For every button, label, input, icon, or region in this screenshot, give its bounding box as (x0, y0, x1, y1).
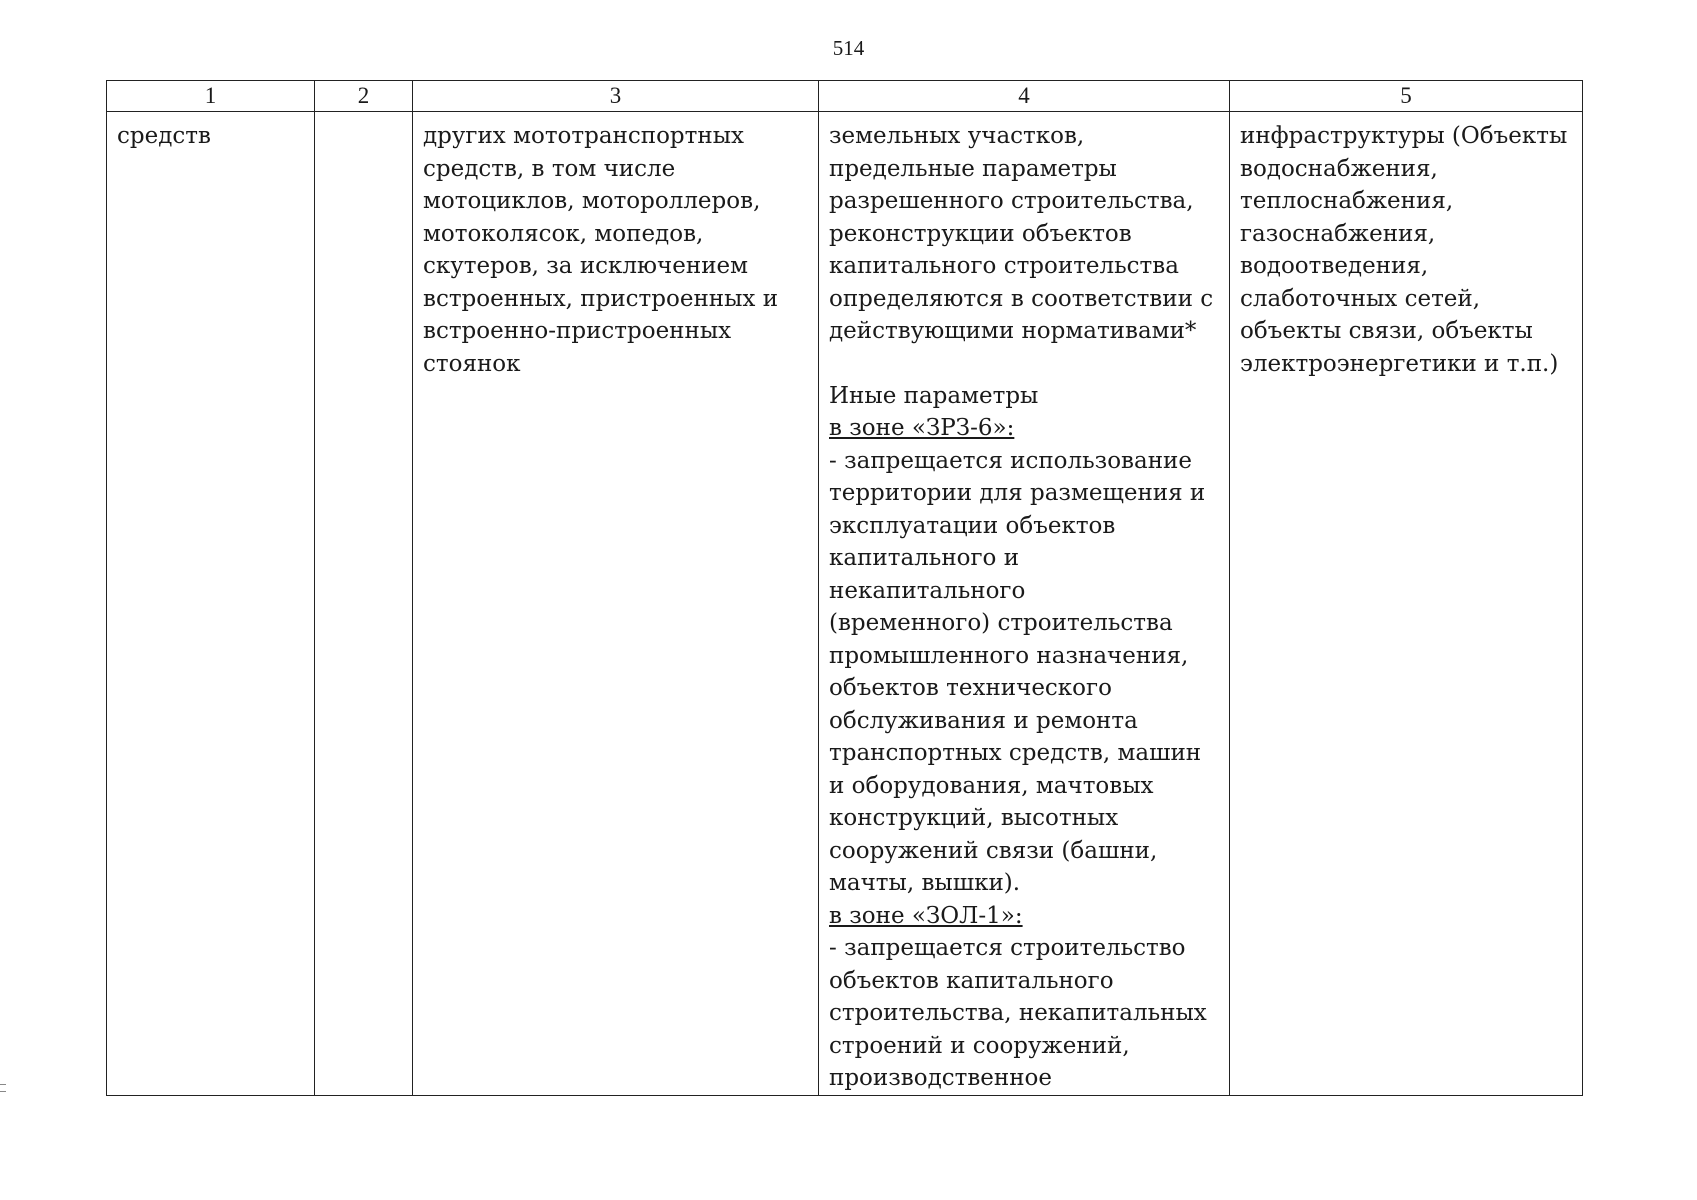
zone-zrz6-text: - запрещается использование территории для размещения и эксплуатации объектов капитального и некапитального (временного) строительства промышленного назначения, объектов технического обслуживания и ремонта транспортных средств, машин и оборудования, мачтовых конструкций, высотных сооружений связи (башни, мачты, вышки). (829, 447, 1206, 896)
scan-artifact (0, 1084, 6, 1092)
page-number: 514 (832, 36, 865, 60)
cell-col5-text: инфраструктуры (Объекты водоснабжения, теплоснабжения, газоснабжения, водоотведения, слаботочных сетей, объекты связи, объекты электроэнергетики и т.п.) (1240, 123, 1568, 377)
table-row (107, 112, 1583, 1096)
header-row (107, 81, 1583, 112)
other-params-title: Иные параметры (829, 382, 1039, 409)
zone-zol1-label: в зоне «ЗОЛ-1»: (829, 902, 1023, 929)
column-header-2: 2 (315, 81, 413, 112)
cell-col1 (107, 112, 315, 1096)
cell-col1-text: средств (117, 123, 211, 149)
column-header-1: 1 (107, 81, 315, 112)
cell-col5 (1230, 112, 1583, 1096)
cell-col4 (819, 112, 1230, 1096)
column-header-3: 3 (413, 81, 819, 112)
cell-col4-intro: земельных участков, предельные параметры разрешенного строительства, реконструкции объектов капитального строительства определяются в соответствии с действующими нормативами* (829, 123, 1214, 344)
cell-col2 (315, 112, 413, 1096)
zone-zrz6-label: в зоне «ЗРЗ-6»: (829, 415, 1015, 441)
zone-zol1-text: - запрещается строительство объектов капитального строительства, некапитальных строений и сооружений, производственное (829, 935, 1207, 1091)
column-header-5: 5 (1230, 81, 1583, 112)
cell-col3 (413, 112, 819, 1096)
regulation-table (106, 80, 1583, 1096)
cell-col3-text: других мототранспортных средств, в том числе мотоциклов, мотороллеров, мотоколясок, мопедов, скутеров, за исключением встроенных, пристроенных и встроенно-пристроенных стоянок (423, 123, 779, 377)
column-header-4: 4 (819, 81, 1230, 112)
